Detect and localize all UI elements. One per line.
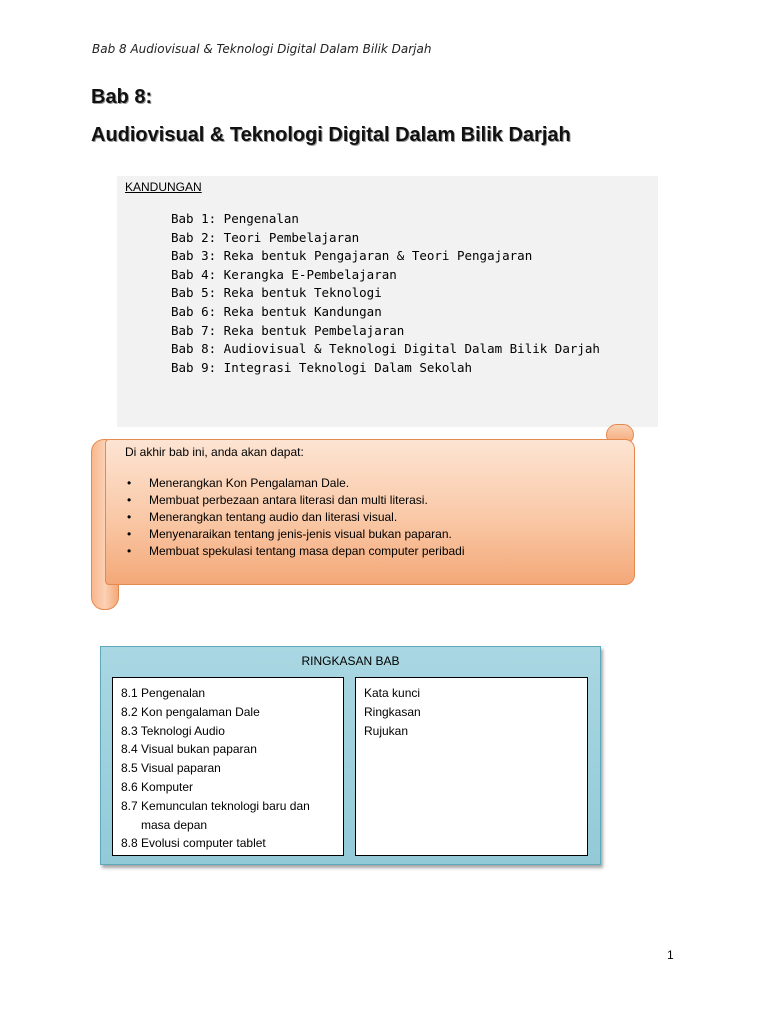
running-header: Bab 8 Audiovisual & Teknologi Digital Dalam Bilik Darjah: [92, 42, 432, 56]
contents-box: [117, 176, 658, 427]
bullet-icon: •: [127, 527, 132, 541]
objectives-intro: Di akhir bab ini, anda akan dapat:: [125, 445, 304, 459]
objective-text: Membuat spekulasi tentang masa depan computer peribadi: [149, 544, 465, 558]
summary-sections-list: [113, 678, 343, 853]
chapter-item: Bab 4: Kerangka E-Pembelajaran: [171, 266, 397, 282]
summary-section-item: 8.7 Kemunculan teknologi baru dan: [121, 798, 310, 813]
bullet-icon: •: [127, 510, 132, 524]
summary-section-item: 8.5 Visual paparan: [121, 761, 221, 776]
objective-item: [125, 509, 625, 526]
chapter-item: Bab 7: Reka bentuk Pembelajaran: [171, 322, 405, 338]
bullet-icon: •: [127, 544, 132, 558]
summary-section-item: 8.2 Kon pengalaman Dale: [121, 704, 260, 719]
chapter-list: [171, 210, 600, 377]
objective-text: Menyenaraikan tentang jenis-jenis visual bukan paparan.: [149, 527, 452, 541]
chapter-item: Bab 6: Reka bentuk Kandungan: [171, 303, 382, 319]
page-number: 1: [667, 948, 674, 962]
objective-item: [125, 492, 625, 509]
bullet-icon: •: [127, 476, 132, 490]
objective-text: Menerangkan Kon Pengalaman Dale.: [149, 476, 350, 490]
summary-extra-item: Ringkasan: [364, 704, 421, 719]
summary-sections-box: [112, 677, 344, 856]
summary-section-item: 8.1 Pengenalan: [121, 686, 206, 700]
summary-extra-item: Rujukan: [364, 723, 409, 738]
summary-section-item: 8.8 Evolusi computer tablet: [121, 836, 266, 851]
chapter-item: Bab 1: Pengenalan: [171, 211, 299, 226]
objectives-scroll: [88, 424, 638, 614]
summary-extra-item: Kata kunci: [364, 686, 421, 700]
objectives-list: [125, 475, 625, 560]
objective-item: [125, 526, 625, 543]
contents-heading: KANDUNGAN: [125, 180, 202, 194]
objective-text: Menerangkan tentang audio dan literasi visual.: [149, 510, 398, 524]
objective-item: [125, 475, 625, 492]
objectives-content: [125, 445, 625, 560]
bullet-icon: •: [127, 493, 132, 507]
chapter-item: Bab 5: Reka bentuk Teknologi: [171, 285, 382, 301]
summary-section-item: 8.3 Teknologi Audio: [121, 723, 225, 738]
summary-section-item: 8.6 Komputer: [121, 779, 194, 794]
chapter-title-heading: Audiovisual & Teknologi Digital Dalam Bilik Darjah: [91, 124, 571, 146]
summary-extras-list: [356, 678, 587, 740]
chapter-item: Bab 9: Integrasi Teknologi Dalam Sekolah: [171, 359, 473, 375]
objective-text: Membuat perbezaan antara literasi dan multi literasi.: [149, 493, 428, 507]
summary-section-item: 8.4 Visual bukan paparan: [121, 742, 257, 757]
summary-title: RINGKASAN BAB: [301, 654, 400, 668]
chapter-number-heading: Bab 8:: [91, 86, 153, 108]
chapter-item: Bab 8: Audiovisual & Teknologi Digital Dalam Bilik Darjah: [171, 341, 600, 357]
chapter-item: Bab 3: Reka bentuk Pengajaran & Teori Pengajaran: [171, 248, 533, 264]
summary-section-item: masa depan: [141, 817, 208, 832]
chapter-summary-panel: [100, 646, 601, 865]
chapter-item: Bab 2: Teori Pembelajaran: [171, 229, 360, 245]
summary-extras-box: [355, 677, 588, 856]
objective-item: [125, 543, 625, 560]
